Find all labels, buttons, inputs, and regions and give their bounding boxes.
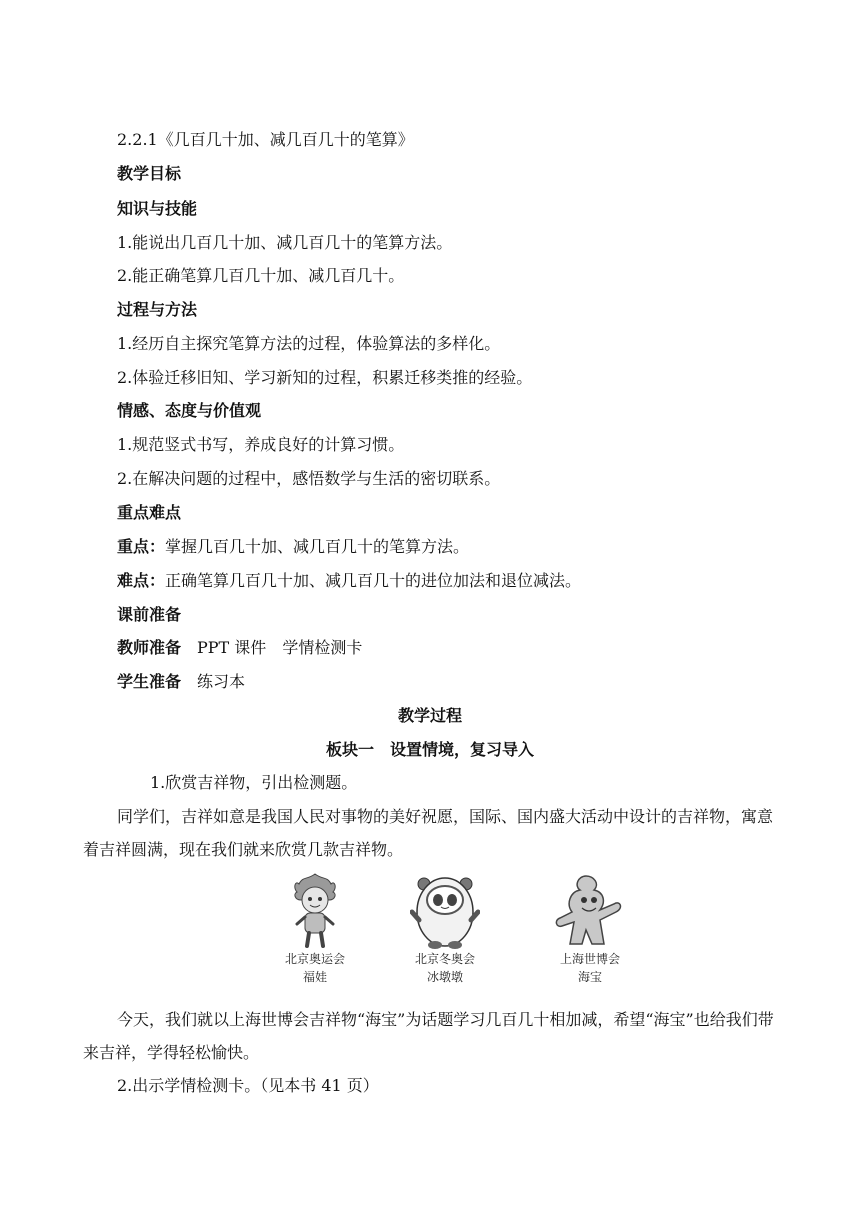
teacher-prep-line bbox=[117, 638, 362, 658]
student-prep-label: 学生准备 bbox=[117, 672, 182, 691]
difficulty-label: 难点： bbox=[117, 571, 166, 590]
today-paragraph: 今天，我们就以上海世博会吉祥物“海宝”为话题学习几百几十相加减，希望“海宝”也给我们带来吉祥，学得轻松愉快。 bbox=[83, 1010, 774, 1062]
teacher-prep-label: 教师准备 bbox=[117, 638, 182, 657]
knowledge-item-1: 1.能说出几百几十加、减几百几十的笔算方法。 bbox=[117, 233, 453, 252]
process-item-1: 1.经历自主探究笔算方法的过程，体验算法的多样化。 bbox=[117, 334, 501, 353]
mascot-bingdwendwen bbox=[390, 872, 500, 986]
mascot-fuwa-event: 北京奥运会 bbox=[284, 952, 345, 966]
knowledge-item-2: 2.能正确笔算几百几十加、减几百几十。 bbox=[117, 266, 405, 285]
mascot-fuwa bbox=[260, 872, 370, 986]
student-prep-line bbox=[117, 672, 245, 692]
objectives-heading: 教学目标 bbox=[117, 164, 182, 183]
student-prep-item-1: 练习本 bbox=[197, 672, 246, 691]
focus-label: 重点： bbox=[117, 537, 166, 556]
emotion-item-2: 2.在解决问题的过程中，感悟数学与生活的密切联系。 bbox=[117, 469, 501, 488]
difficulty-text: 正确笔算几百几十加、减几百几十的进位加法和退位减法。 bbox=[165, 571, 582, 590]
mascot-haibao bbox=[535, 872, 645, 986]
bingdwendwen-illustration bbox=[410, 872, 480, 950]
preparation-heading: 课前准备 bbox=[117, 605, 182, 624]
difficulty-line bbox=[117, 571, 581, 591]
teacher-prep-item-1: PPT 课件 bbox=[197, 638, 267, 657]
intro-paragraph: 同学们，吉祥如意是我国人民对事物的美好祝愿，国际、国内盛大活动中设计的吉祥物，寓意着吉祥圆满，现在我们就来欣赏几款吉祥物。 bbox=[83, 807, 774, 859]
fuwa-illustration bbox=[285, 872, 345, 950]
mascot-bingdwendwen-name: 冰墩墩 bbox=[426, 970, 463, 984]
knowledge-heading: 知识与技能 bbox=[117, 199, 198, 218]
step-1: 1.欣赏吉祥物，引出检测题。 bbox=[150, 773, 358, 792]
lesson-title: 2.2.1《几百几十加、减几百几十的笔算》 bbox=[117, 130, 414, 149]
teacher-prep-item-2: 学情检测卡 bbox=[282, 638, 363, 657]
emotion-heading: 情感、态度与价值观 bbox=[117, 401, 262, 420]
mascot-bingdwendwen-event: 北京冬奥会 bbox=[414, 952, 475, 966]
section-heading: 板块一 设置情境，复习导入 bbox=[325, 740, 534, 759]
haibao-illustration bbox=[550, 872, 630, 950]
emotion-item-1: 1.规范竖式书写，养成良好的计算习惯。 bbox=[117, 435, 405, 454]
focus-text: 掌握几百几十加、减几百几十的笔算方法。 bbox=[165, 537, 470, 556]
mascot-haibao-name: 海宝 bbox=[577, 970, 602, 984]
mascot-figure bbox=[260, 872, 660, 997]
mascot-fuwa-name: 福娃 bbox=[302, 970, 327, 984]
key-points-heading: 重点难点 bbox=[117, 503, 182, 522]
focus-line bbox=[117, 537, 469, 557]
teaching-process-heading: 教学过程 bbox=[397, 706, 462, 725]
process-heading: 过程与方法 bbox=[117, 300, 198, 319]
mascot-haibao-event: 上海世博会 bbox=[559, 952, 620, 966]
process-item-2: 2.体验迁移旧知、学习新知的过程，积累迁移类推的经验。 bbox=[117, 368, 533, 387]
step-2: 2.出示学情检测卡。（见本书 41 页） bbox=[117, 1076, 379, 1095]
